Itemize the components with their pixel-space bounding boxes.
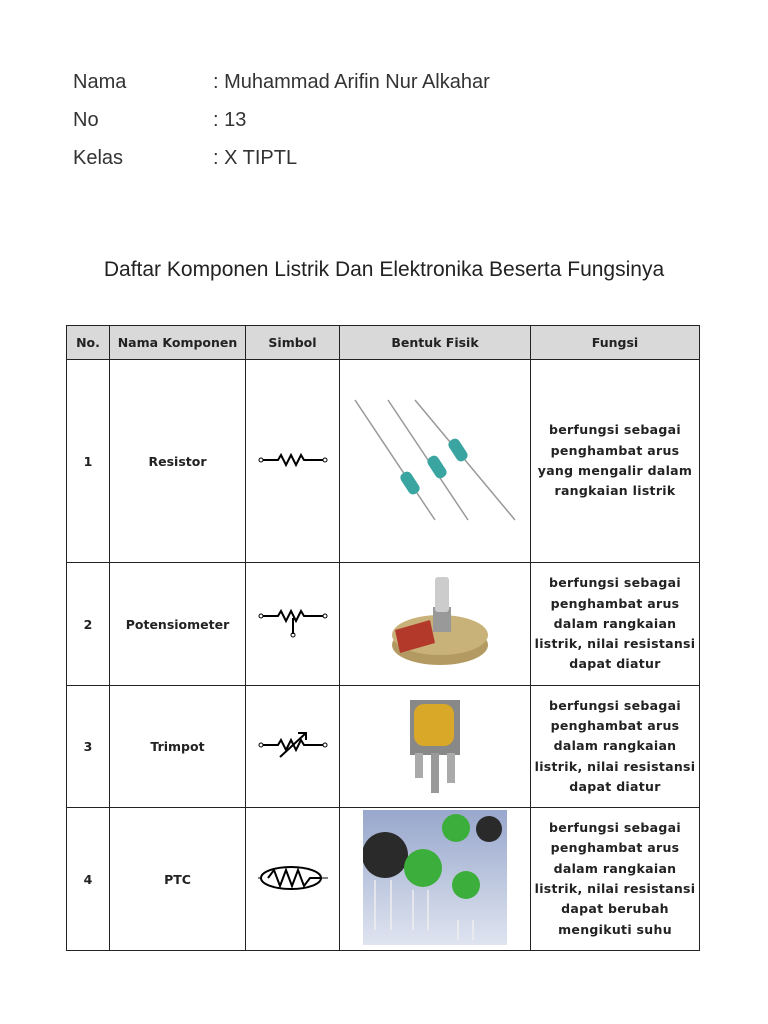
- potentiometer-photo: [340, 563, 531, 686]
- row-number: 2: [67, 563, 110, 686]
- component-name: Trimpot: [110, 686, 246, 808]
- name-field: [73, 71, 490, 94]
- field-value: : Muhammad Arifin Nur Alkahar: [213, 71, 490, 93]
- component-name: Resistor: [110, 360, 246, 563]
- component-name: Potensiometer: [110, 563, 246, 686]
- components-table: [66, 325, 700, 951]
- col-header: Bentuk Fisik: [340, 326, 531, 360]
- col-header: No.: [67, 326, 110, 360]
- row-number: 1: [67, 360, 110, 563]
- potentiometer-symbol-icon: [246, 563, 340, 686]
- class-field: [73, 147, 298, 170]
- field-label: Nama: [73, 71, 127, 93]
- row-number: 3: [67, 686, 110, 808]
- component-function: berfungsi sebagai penghambat arus dalam rangkaian listrik, nilai resistansi dapat diatur: [531, 563, 700, 686]
- component-function: berfungsi sebagai penghambat arus dalam rangkaian listrik, nilai resistansi dapat diatur: [531, 686, 700, 808]
- ptc-symbol-icon: [246, 808, 340, 951]
- col-header: Simbol: [246, 326, 340, 360]
- table-row: [67, 563, 700, 686]
- component-function: berfungsi sebagai penghambat arus yang mengalir dalam rangkaian listrik: [531, 360, 700, 563]
- col-header: Nama Komponen: [110, 326, 246, 360]
- component-name: PTC: [110, 808, 246, 951]
- trimpot-symbol-icon: [246, 686, 340, 808]
- table-header-row: [67, 326, 700, 360]
- resistor-symbol-icon: [246, 360, 340, 563]
- ptc-photo: [340, 808, 531, 951]
- component-function: berfungsi sebagai penghambat arus dalam rangkaian listrik, nilai resistansi dapat berubah mengikuti suhu: [531, 808, 700, 951]
- trimpot-photo: [340, 686, 531, 808]
- field-value: : 13: [213, 109, 247, 131]
- field-value: : X TIPTL: [213, 147, 298, 169]
- document-title: Daftar Komponen Listrik Dan Elektronika Beserta Fungsinya: [103, 258, 665, 281]
- number-field: [73, 109, 247, 132]
- resistor-photo: [340, 360, 531, 563]
- table-row: [67, 686, 700, 808]
- field-label: Kelas: [73, 147, 124, 169]
- table-row: [67, 360, 700, 563]
- row-number: 4: [67, 808, 110, 951]
- field-label: No: [73, 109, 99, 131]
- col-header: Fungsi: [531, 326, 700, 360]
- table-row: [67, 808, 700, 951]
